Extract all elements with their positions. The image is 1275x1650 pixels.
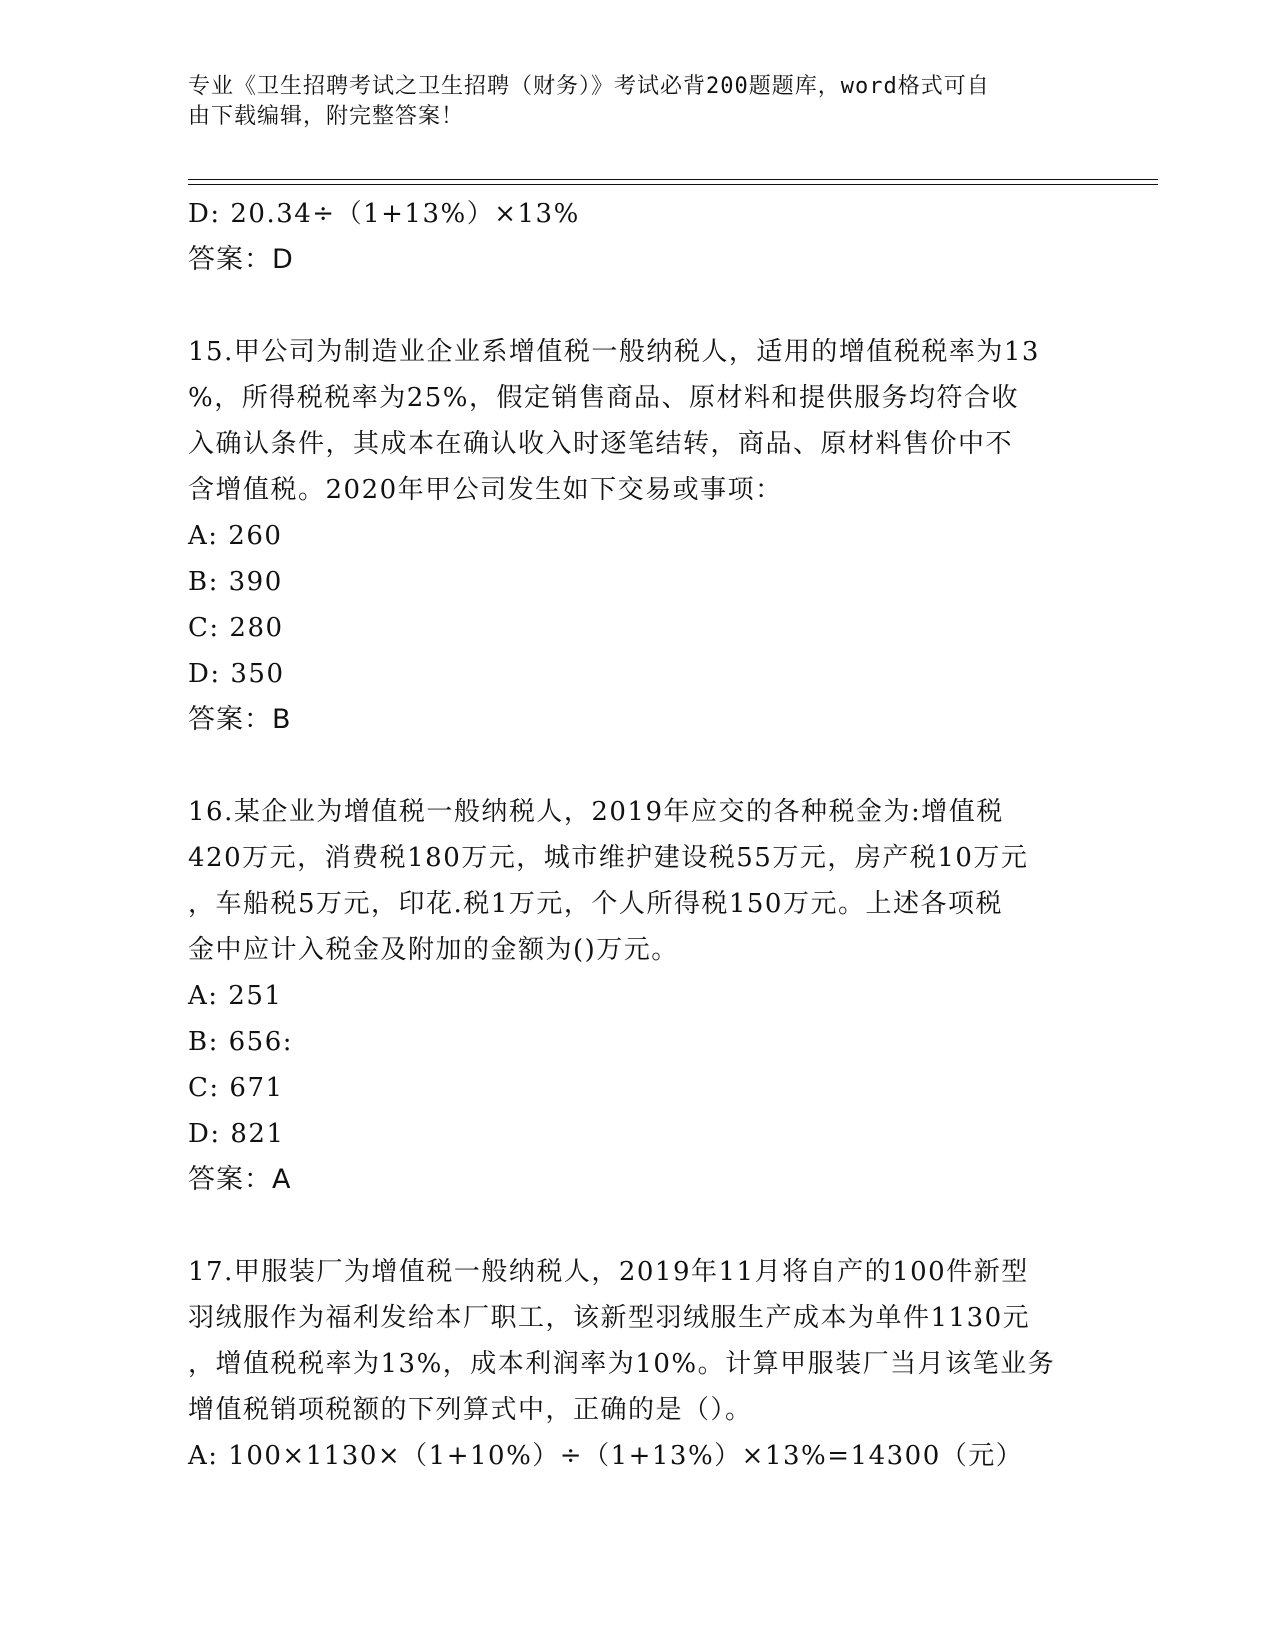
option-d: D: 821 xyxy=(188,1119,285,1149)
document-header xyxy=(188,72,1068,132)
question-stem xyxy=(188,789,1088,973)
header-divider-bottom xyxy=(188,184,1158,185)
option-c: C: 671 xyxy=(188,1073,284,1103)
question-17 xyxy=(188,1249,1088,1479)
option-a: A: 251 xyxy=(188,981,283,1011)
header-line-1: 专业《卫生招聘考试之卫生招聘（财务）》考试必背200题题库，word格式可自 xyxy=(188,74,990,99)
answer-line: 答案：B xyxy=(188,704,292,735)
document-body xyxy=(188,191,1088,1479)
stem-line: 金中应计入税金及附加的金额为()万元。 xyxy=(188,935,679,965)
header-divider-top xyxy=(188,179,1158,180)
question-15 xyxy=(188,329,1088,743)
stem-line: 含增值税。2020年甲公司发生如下交易或事项： xyxy=(188,475,783,505)
header-line-2: 由下载编辑，附完整答案！ xyxy=(188,104,465,129)
stem-line: ，增值税税率为13%，成本利润率为10%。计算甲服装厂当月该笔业务 xyxy=(188,1349,1056,1379)
question-stem xyxy=(188,1249,1088,1433)
answer-line: 答案：D xyxy=(188,244,294,275)
stem-line: ，车船税5万元，印花.税1万元，个人所得税150万元。上述各项税 xyxy=(188,889,1003,919)
option-a: A: 260 xyxy=(188,521,283,551)
option-c: C: 280 xyxy=(188,613,284,643)
question-stem xyxy=(188,329,1088,513)
stem-line: 入确认条件，其成本在确认收入时逐笔结转，商品、原材料售价中不 xyxy=(188,429,1014,459)
stem-line: 17.甲服装厂为增值税一般纳税人，2019年11月将自产的100件新型 xyxy=(188,1257,1029,1287)
stem-line: 420万元，消费税180万元，城市维护建设税55万元，房产税10万元 xyxy=(188,843,1029,873)
previous-question-tail xyxy=(188,191,1088,283)
option-b: B: 390 xyxy=(188,567,283,597)
option-d: D: 350 xyxy=(188,659,285,689)
answer-line: 答案：A xyxy=(188,1164,292,1195)
stem-line: 15.甲公司为制造业企业系增值税一般纳税人，适用的增值税税率为13 xyxy=(188,337,1040,367)
option-a: A: 100×1130×（1+10%）÷（1+13%）×13%=14300（元） xyxy=(188,1441,1024,1471)
stem-line: %，所得税税率为25%，假定销售商品、原材料和提供服务均符合收 xyxy=(188,383,1019,413)
option-d: D: 20.34÷（1+13%）×13% xyxy=(188,199,580,229)
stem-line: 16.某企业为增值税一般纳税人，2019年应交的各种税金为:增值税 xyxy=(188,797,1004,827)
stem-line: 增值税销项税额的下列算式中，正确的是（）。 xyxy=(188,1395,753,1425)
question-16 xyxy=(188,789,1088,1203)
stem-line: 羽绒服作为福利发给本厂职工，该新型羽绒服生产成本为单件1130元 xyxy=(188,1303,1031,1333)
option-b: B: 656: xyxy=(188,1027,294,1057)
